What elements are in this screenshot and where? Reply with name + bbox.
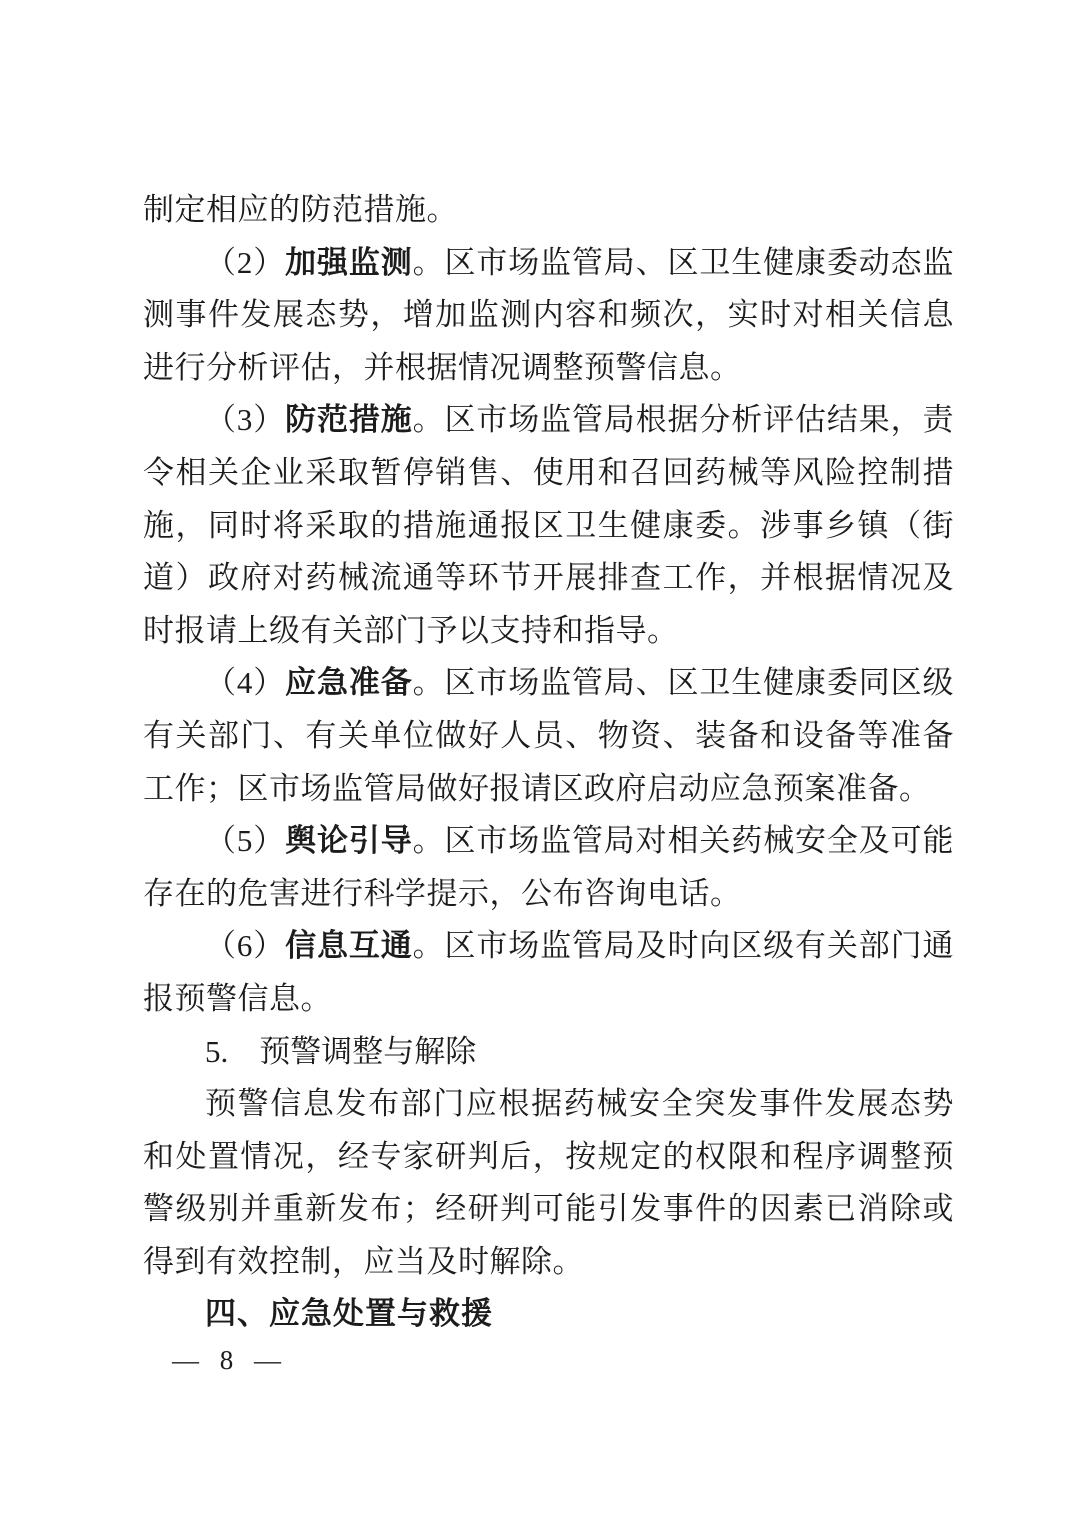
item-5-term: 舆论引导 xyxy=(285,823,413,859)
para-item-6 xyxy=(143,920,954,1025)
item-3-number: （3） xyxy=(205,402,286,438)
subheading-5-warning-adjustment: 5. 预警调整与解除 xyxy=(205,1033,477,1069)
item-4-term: 应急准备 xyxy=(285,665,413,701)
item-3-text: 。区市场监管局根据分析评估结果，责令相关企业采取暂停销售、使用和召回药械等风险控制措施，同时将采取的措施通报区卫生健康委。涉事乡镇（街道）政府对药械流通等环节开展排查工作，并根据情况及时报请上级有关部门予以支持和指导。 xyxy=(143,402,955,648)
page-number: — 8 — xyxy=(172,1345,281,1375)
item-6-text: 。区市场监管局及时向区级有关部门通报预警信息。 xyxy=(143,928,955,1016)
item-5-text: 。区市场监管局对相关药械安全及可能存在的危害进行科学提示，公布咨询电话。 xyxy=(143,823,955,911)
para-item-2 xyxy=(143,237,954,395)
section-heading-4-emergency-response: 四、应急处置与救援 xyxy=(205,1296,493,1332)
item-4-number: （4） xyxy=(205,665,286,701)
item-6-number: （6） xyxy=(205,928,286,964)
para-continuation: 制定相应的防范措施。 xyxy=(143,192,458,227)
para-warning-adjustment-body: 预警信息发布部门应根据药械安全突发事件发展态势和处置情况，经专家研判后，按规定的权限和程序调整预警级别并重新发布；经研判可能引发事件的因素已消除或得到有效控制，应当及时解除。 xyxy=(143,1086,954,1279)
para-item-4 xyxy=(143,657,954,815)
para-item-3 xyxy=(143,394,954,657)
item-4-text: 。区市场监管局、区卫生健康委同区级有关部门、有关单位做好人员、物资、装备和设备等准备工作；区市场监管局做好报请区政府启动应急预案准备。 xyxy=(143,665,955,806)
item-5-number: （5） xyxy=(205,823,286,859)
item-3-term: 防范措施 xyxy=(285,402,413,438)
para-item-5 xyxy=(143,815,954,920)
document-body xyxy=(143,184,954,1341)
item-6-term: 信息互通 xyxy=(285,928,413,964)
item-2-term: 加强监测 xyxy=(285,244,413,280)
item-2-text: 。区市场监管局、区卫生健康委动态监测事件发展态势，增加监测内容和频次，实时对相关信息进行分析评估，并根据情况调整预警信息。 xyxy=(143,244,955,385)
item-2-number: （2） xyxy=(205,244,286,280)
